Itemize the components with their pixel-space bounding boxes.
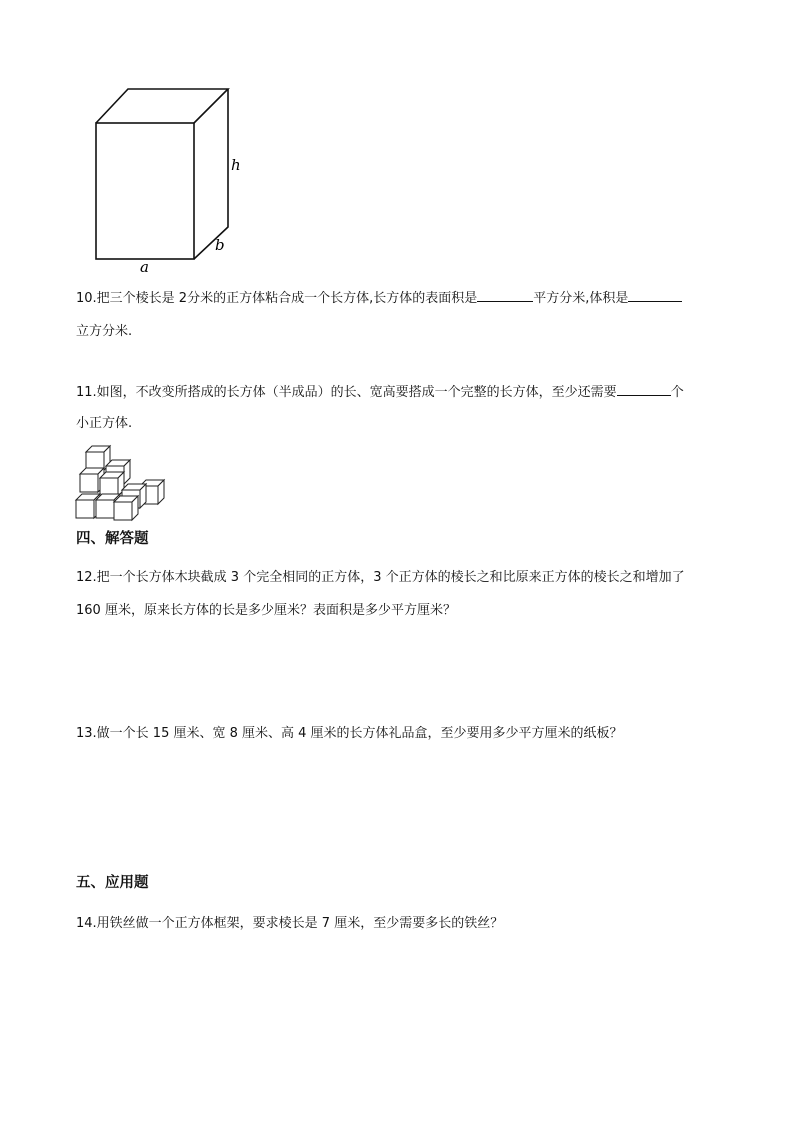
cube	[114, 496, 138, 520]
question-10-text-b: 平方分米,体积是	[533, 291, 629, 306]
question-11-text-a: 11.如图，不改变所搭成的长方体（半成品）的长、宽高要搭成一个完整的长方体，至少还需要	[76, 385, 617, 400]
question-10-text-a: 10.把三个棱长是 2分米的正方体粘合成一个长方体,长方体的表面积是	[76, 291, 478, 306]
cuboid-figure	[90, 84, 260, 274]
question-10-line2: 立方分米.	[76, 324, 133, 339]
question-11-text-b: 个	[670, 385, 684, 400]
cube-stack	[76, 446, 164, 520]
cuboid-top-face	[96, 89, 228, 123]
cube	[100, 472, 124, 496]
answer-blank-volume[interactable]	[628, 289, 682, 302]
question-10-line1	[76, 289, 682, 309]
stacked-cubes-figure	[74, 440, 168, 524]
question-12-line1: 12.把一个长方体木块截成 3 个完全相同的正方体，3 个正方体的棱长之和比原来正方体的棱长之和增加了	[76, 570, 685, 585]
question-14-line1: 14.用铁丝做一个正方体框架，要求棱长是 7 厘米，至少需要多长的铁丝？	[76, 916, 504, 931]
label-a: a	[140, 258, 149, 274]
question-12-line2: 160 厘米，原来长方体的长是多少厘米？表面积是多少平方厘米？	[76, 603, 456, 618]
cuboid-front-face	[96, 123, 194, 259]
answer-blank-surface-area[interactable]	[477, 289, 533, 302]
question-11-line1	[76, 383, 684, 403]
label-h: h	[231, 156, 241, 174]
section-4-title: 四、解答题	[76, 531, 149, 547]
cuboid-side-face	[194, 89, 228, 259]
label-b: b	[215, 236, 225, 254]
question-11-line2: 小正方体.	[76, 416, 133, 431]
answer-blank-cube-count[interactable]	[617, 383, 671, 396]
section-5-title: 五、应用题	[76, 875, 149, 891]
question-13-line1: 13.做一个长 15 厘米、宽 8 厘米、高 4 厘米的长方体礼品盒，至少要用多少平方厘米的纸板？	[76, 726, 623, 741]
